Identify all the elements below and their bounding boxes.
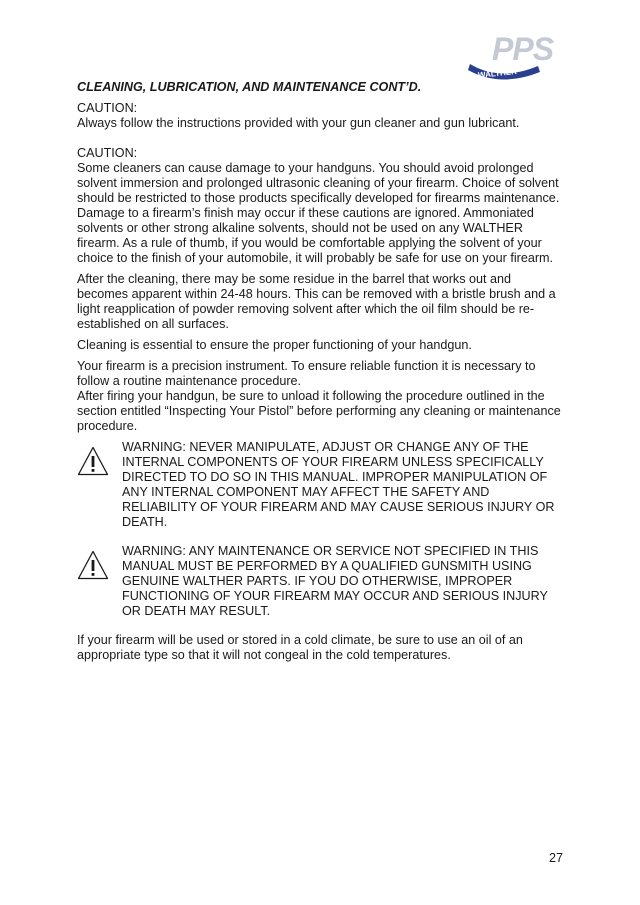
residue-paragraph: After the cleaning, there may be some residue in the barrel that works out and becomes apparent within 24-48 hours. This can be removed with a bristle brush and a light reapplication of powder removing solvent after which the oil film should be re-established on all surfaces. (77, 272, 556, 331)
precision-text-1: Your firearm is a precision instrument. To ensure reliable function it is necessary to follow a routine maintenance procedure. (77, 359, 536, 388)
caution-text: Some cleaners can cause damage to your handguns. You should avoid prolonged solvent immersion and prolonged ultrasonic cleaning of your firearm. Choice of solvent should be restricted to those products specifically developed for firearms maintenance. Damage to a firearm’s finish may occur if these cautions are ignored. Ammoniated solvents or other strong alkaline solvents, should not be used on any WALTHER firearm. As a rule of thumb, if you would be comfortable applying the solvent of your choice to the finish of your automobile, it will probably be safe for use on your firearm. (77, 161, 560, 265)
warning-text: WARNING: NEVER MANIPULATE, ADJUST OR CHANGE ANY OF THE INTERNAL COMPONENTS OF YOUR FIREARM UNLESS SPECIFICALLY DIRECTED TO DO SO IN THIS MANUAL. IMPROPER MANIPULATION OF ANY INTERNAL COMPONENT MAY AFFECT THE SAFETY AND RELIABILITY OF YOUR FIREARM AND MAY CAUSE SERIOUS INJURY OR DEATH. (122, 440, 555, 529)
caution-block-2 (77, 146, 563, 266)
caution-block-1 (77, 101, 563, 131)
caution-label: CAUTION: (77, 101, 138, 115)
precision-paragraph (77, 359, 563, 434)
logo-product-text: PPS (492, 31, 554, 67)
warning-text: WARNING: ANY MAINTENANCE OR SERVICE NOT SPECIFIED IN THIS MANUAL MUST BE PERFORMED BY A QUALIFIED GUNSMITH USING GENUINE WALTHER PARTS. IF YOU DO OTHERWISE, IMPROPER FUNCTIONING OF YOUR FIREARM MAY OCCUR AND SERIOUS INJURY OR DEATH MAY RESULT. (122, 544, 548, 618)
caution-label: CAUTION: (77, 146, 138, 160)
caution-text: Always follow the instructions provided with your gun cleaner and gun lubricant. (77, 116, 520, 130)
cold-climate-paragraph: If your firearm will be used or stored in a cold climate, be sure to use an oil of an appropriate type so that it will not congeal in the cold temperatures. (77, 633, 523, 662)
page-content (77, 80, 563, 669)
walther-pps-logo (466, 30, 570, 84)
warning-block-manipulate (77, 440, 563, 530)
section-heading: CLEANING, LUBRICATION, AND MAINTENANCE CONT’D. (77, 80, 422, 94)
essential-paragraph: Cleaning is essential to ensure the proper functioning of your handgun. (77, 338, 472, 352)
precision-text-2: After firing your handgun, be sure to unload it following the procedure outlined in the section entitled “Inspecting Your Pistol” before performing any cleaning or maintenance procedure. (77, 389, 561, 433)
warning-triangle-icon (77, 550, 109, 580)
page-number: 27 (548, 851, 563, 865)
warning-triangle-icon (77, 446, 109, 476)
logo-brand-text: WALTHER (477, 66, 518, 80)
warning-block-service (77, 544, 563, 619)
